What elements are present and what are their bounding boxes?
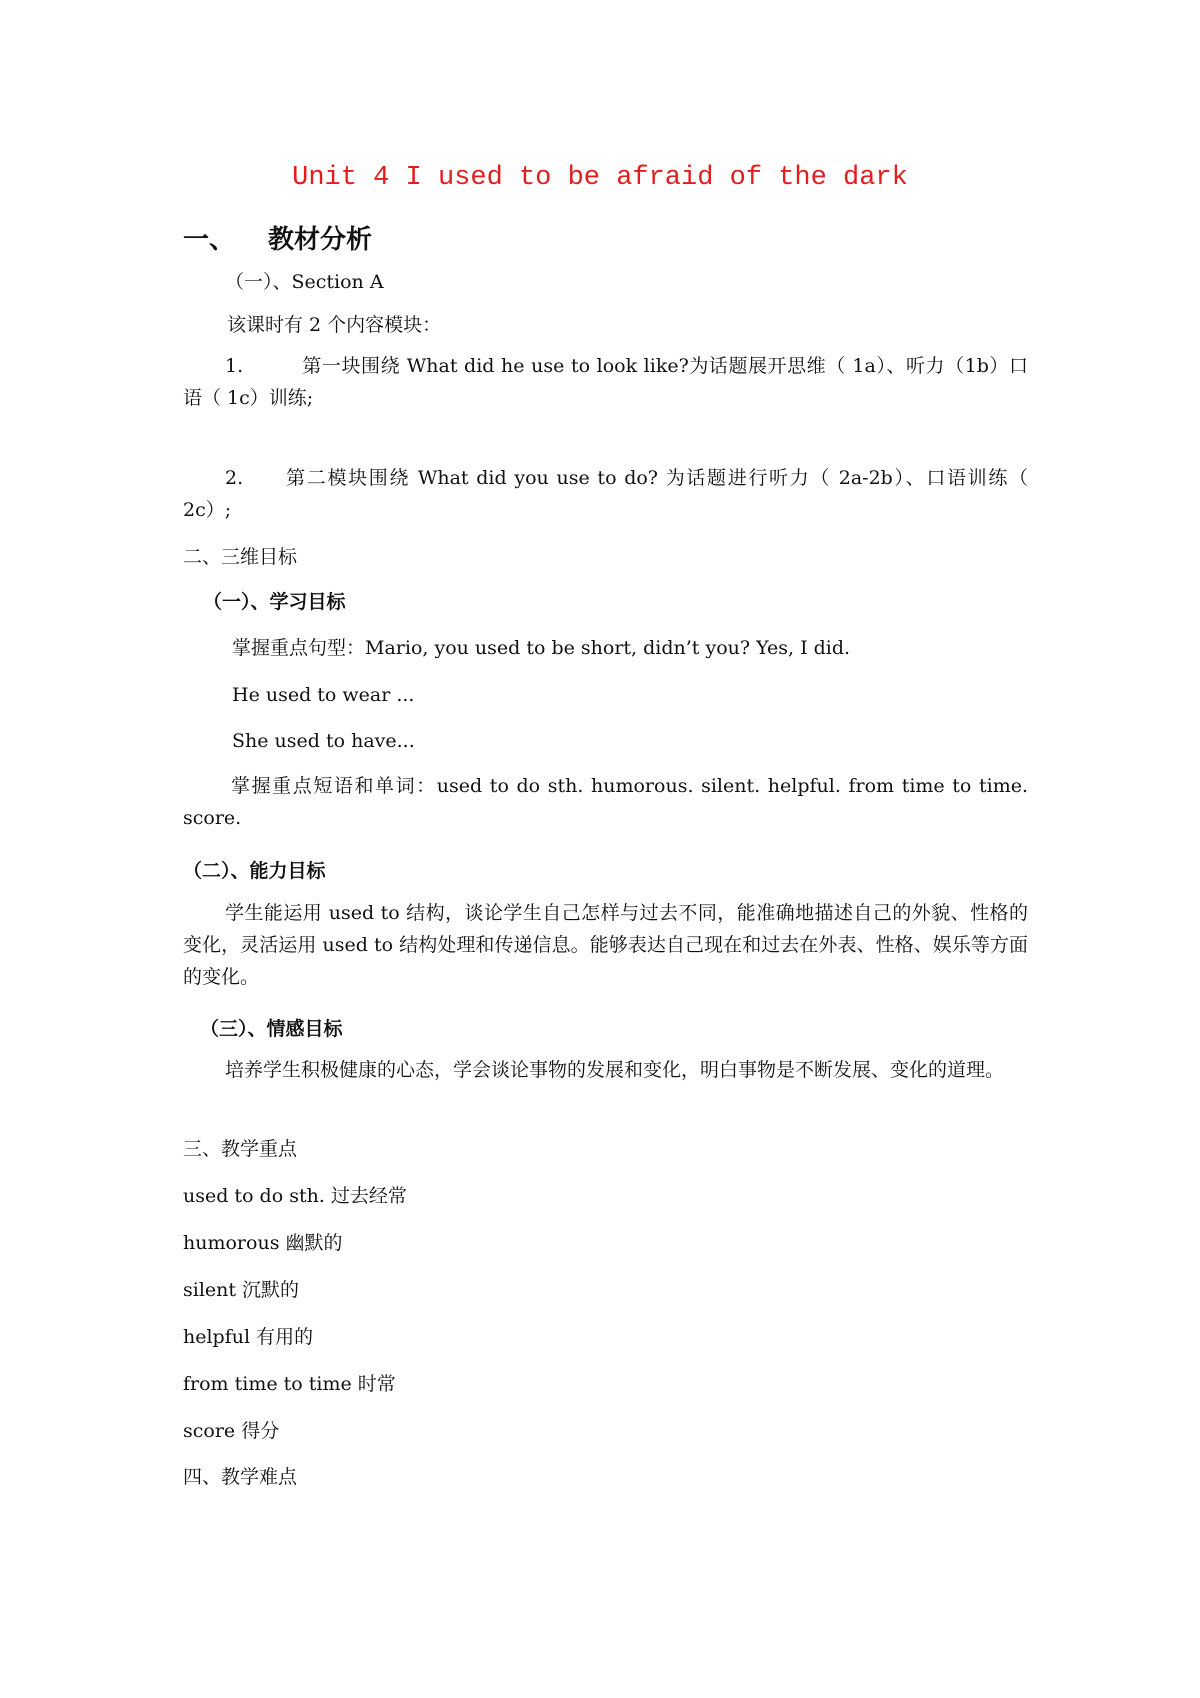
document-title: Unit 4 I used to be afraid of the dark [292, 163, 908, 193]
vocab-item: score 得分 [183, 1420, 280, 1442]
goal1-vocab-paragraph: 掌握重点短语和单词：used to do sth. humorous. silent. helpful. from time to time. score. [183, 775, 1028, 829]
goal2-heading: （二）、能力目标 [183, 860, 326, 882]
vocab-item: helpful 有用的 [183, 1326, 314, 1348]
vocab-item: silent 沉默的 [183, 1279, 300, 1301]
goal1-sentence: 掌握重点句型：Mario, you used to be short, didn’t you? Yes, I did. [232, 637, 851, 659]
list-item-1: 1. 第一块围绕 What did he use to look like?为话题展开思维（ 1a）、听力（1b）口语（ 1c）训练; [183, 355, 1028, 409]
goal1-heading: （一）、学习目标 [203, 591, 346, 613]
section-heading-4: 四、教学难点 [183, 1466, 298, 1488]
section-heading-1 [183, 222, 372, 258]
vocab-item: from time to time 时常 [183, 1373, 396, 1395]
goal1-pattern-1: He used to wear ... [232, 684, 415, 706]
vocab-item: humorous 幽默的 [183, 1232, 343, 1254]
section-heading-3: 三、教学重点 [183, 1138, 298, 1160]
intro-paragraph: 该课时有 2 个内容模块： [227, 314, 442, 336]
goal3-heading: （三）、情感目标 [200, 1018, 343, 1040]
list-item-2: 2. 第二模块围绕 What did you use to do? 为话题进行听力（ 2a-2b）、口语训练（ 2c）; [183, 467, 1028, 521]
vocab-item: used to do sth. 过去经常 [183, 1185, 407, 1207]
goal1-pattern-2: She used to have... [232, 730, 415, 752]
goal3-paragraph: 培养学生积极健康的心态，学会谈论事物的发展和变化，明白事物是不断发展、变化的道理。 [225, 1059, 1005, 1081]
section-heading-2: 二、三维目标 [183, 546, 298, 568]
section-title: 教材分析 [268, 225, 373, 255]
section-number: 一、 [183, 225, 236, 255]
goal2-paragraph: 学生能运用 used to 结构，谈论学生自己怎样与过去不同，能准确地描述自己的外貌、性格的变化，灵活运用 used to 结构处理和传递信息。能够表达自己现在和过去在外表、性格、娱乐等方面的变化。 [183, 902, 1028, 988]
subsection-section-a: （一）、Section A [225, 271, 384, 293]
